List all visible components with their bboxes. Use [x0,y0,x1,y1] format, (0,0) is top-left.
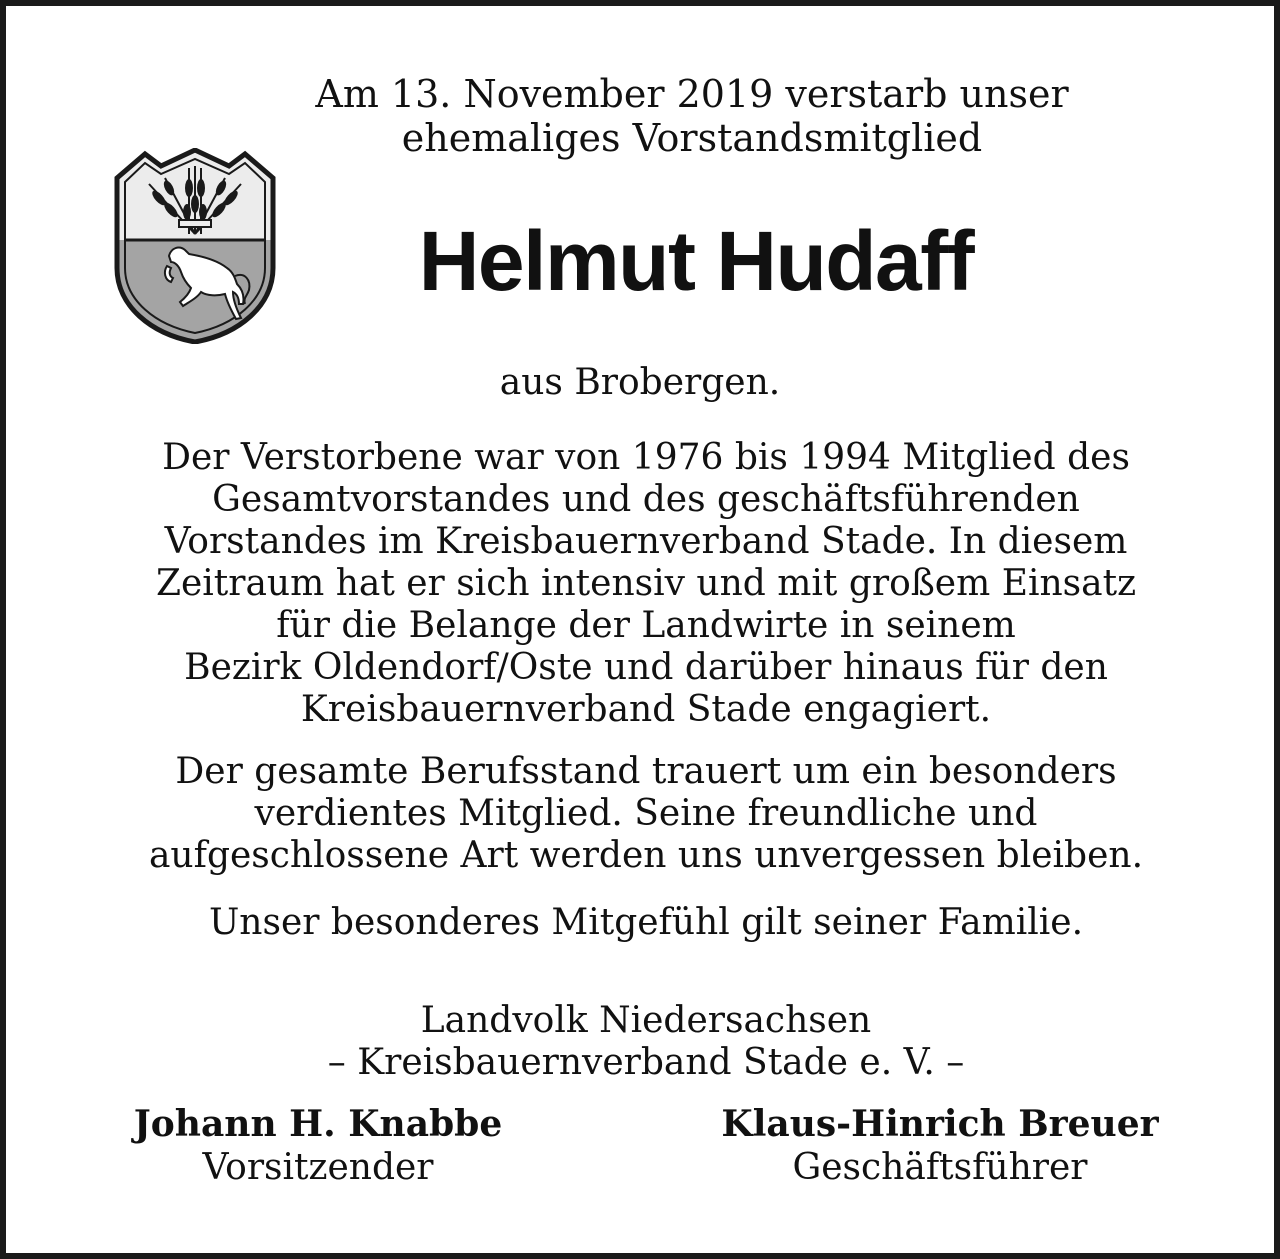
signatory-left [68,1102,568,1190]
intro-line-1: Am 13. November 2019 verstarb unser [315,72,1069,116]
signatory-name: Klaus-Hinrich Breuer [721,1103,1159,1145]
intro-text [256,72,1128,160]
coat-of-arms-icon [109,148,281,344]
paragraph-line: Unser besonderes Mitgefühl gilt seiner Familie. [208,902,1084,943]
paragraph-line: für die Belange der Landwirte in seinem [276,605,1016,646]
signatory-role: Vorsitzender [202,1147,434,1188]
paragraph-line: Der gesamte Berufsstand trauert um ein besonders [175,751,1117,792]
deceased-name: Helmut Hudaff [418,214,974,308]
paragraph-line: Zeitraum hat er sich intensiv und mit großem Einsatz [155,563,1137,604]
tribute-paragraph-2 [46,751,1246,877]
organization-subname: – Kreisbauernverband Stade e. V. – [327,1042,965,1083]
paragraph-line: Gesamtvorstandes und des geschäftsführenden [212,479,1080,520]
paragraph-line: Kreisbauernverband Stade engagiert. [300,689,992,730]
condolence-paragraph [46,902,1246,944]
paragraph-line: aufgeschlossene Art werden uns unvergessen bleiben. [148,835,1144,876]
organization-block [6,1000,1280,1084]
paragraph-line: Der Verstorbene war von 1976 bis 1994 Mitglied des [162,437,1130,478]
signatory-name: Johann H. Knabbe [133,1103,503,1145]
signatory-right [690,1102,1190,1190]
signatory-role: Geschäftsführer [792,1147,1088,1188]
organization-name: Landvolk Niedersachsen [420,1000,872,1041]
tribute-paragraph-1 [46,437,1246,731]
paragraph-line: verdientes Mitglied. Seine freundliche und [254,793,1038,834]
origin-text: aus Brobergen. [499,362,781,403]
paragraph-line: Bezirk Oldendorf/Oste und darüber hinaus für den [184,647,1108,688]
intro-line-2: ehemaliges Vorstandsmitglied [401,116,983,160]
paragraph-line: Vorstandes im Kreisbauernverband Stade. In diesem [164,521,1128,562]
